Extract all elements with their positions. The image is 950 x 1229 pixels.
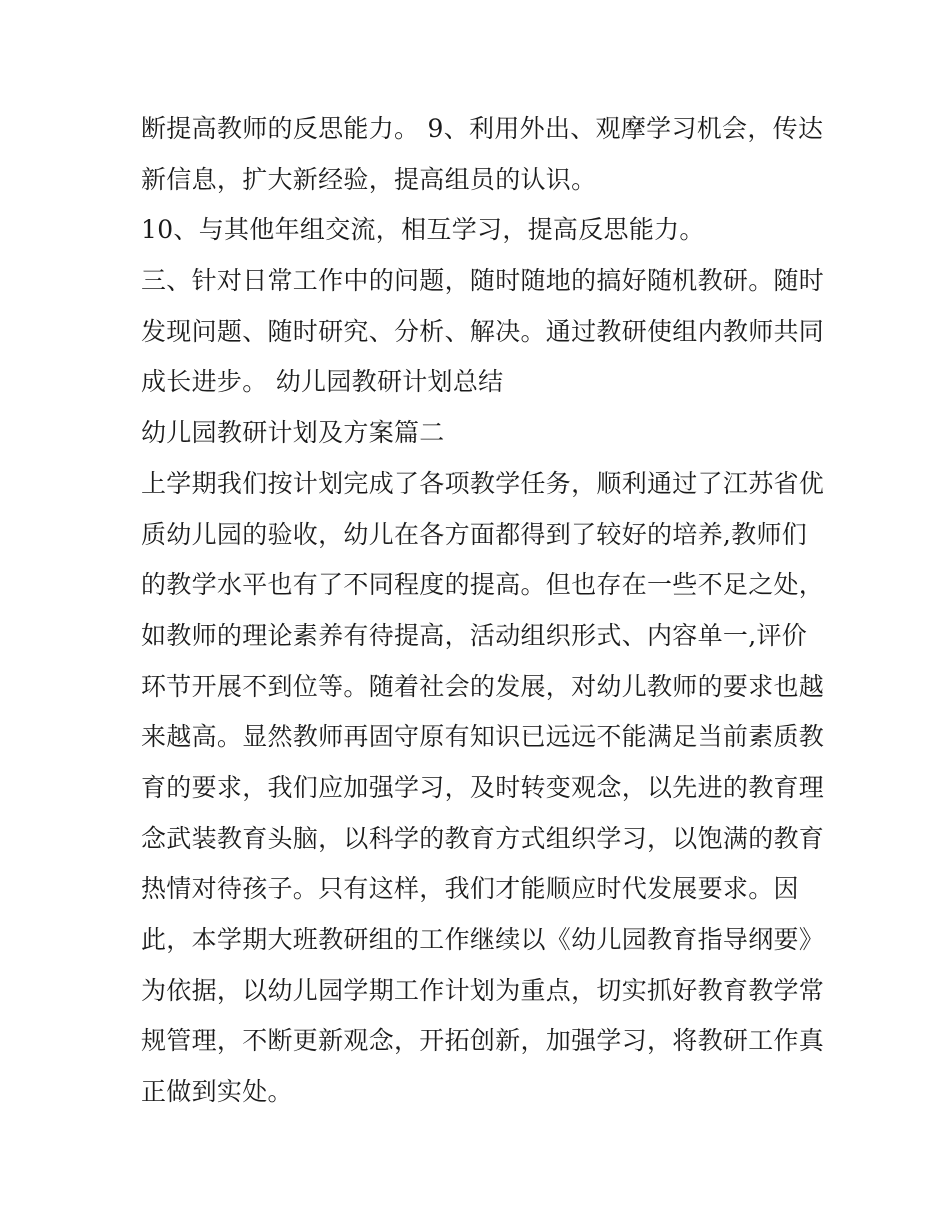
text-line: 育的要求，我们应加强学习，及时转变观念，以先进的教育理 [141,772,825,802]
text-line: 为依据，以幼儿园学期工作计划为重点，切实抓好教育教学常 [141,975,825,1005]
text-line: 发现问题、随时研究、分析、解决。通过教研使组内教师共同 [141,316,825,346]
text-line: 成长进步。 幼儿园教研计划总结 [141,367,504,397]
text-line: 断提高教师的反思能力。 9、利用外出、观摩学习机会，传达 [141,114,824,143]
text-line: 热情对待孩子。只有这样，我们才能顺应时代发展要求。因 [141,874,799,904]
text-line: 上学期我们按计划完成了各项教学任务，顺利通过了江苏省优 [141,468,825,498]
text-line: 环节开展不到位等。随着社会的发展，对幼儿教师的要求也越 [141,671,825,701]
text-line: 来越高。显然教师再固守原有知识已远远不能满足当前素质教 [141,722,825,752]
text-line: 规管理，不断更新观念，开拓创新，加强学习，将教研工作真 [141,1026,825,1056]
text-line: 的教学水平也有了不同程度的提高。但也存在一些不足之处， [141,570,825,600]
text-line: 新信息，扩大新经验，提高组员的认识。 [141,164,597,194]
section-heading: 幼儿园教研计划及方案篇二 [141,418,445,448]
document-body [141,104,825,1118]
text-line: 此，本学期大班教研组的工作继续以《幼儿园教育指导纲要》 [141,925,825,954]
text-line: 念武装教育头脑，以科学的教育方式组织学习，以饱满的教育 [141,823,825,853]
text-line: 正做到实处。 [141,1077,293,1107]
text-line: 如教师的理论素养有待提高，活动组织形式、内容单一,评价 [141,620,808,650]
text-line: 质幼儿园的验收，幼儿在各方面都得到了较好的培养,教师们 [141,519,808,549]
text-line: 三、针对日常工作中的问题，随时随地的搞好随机教研。随时 [141,266,825,296]
text-line: 10、与其他年组交流，相互学习，提高反思能力。 [141,215,705,245]
